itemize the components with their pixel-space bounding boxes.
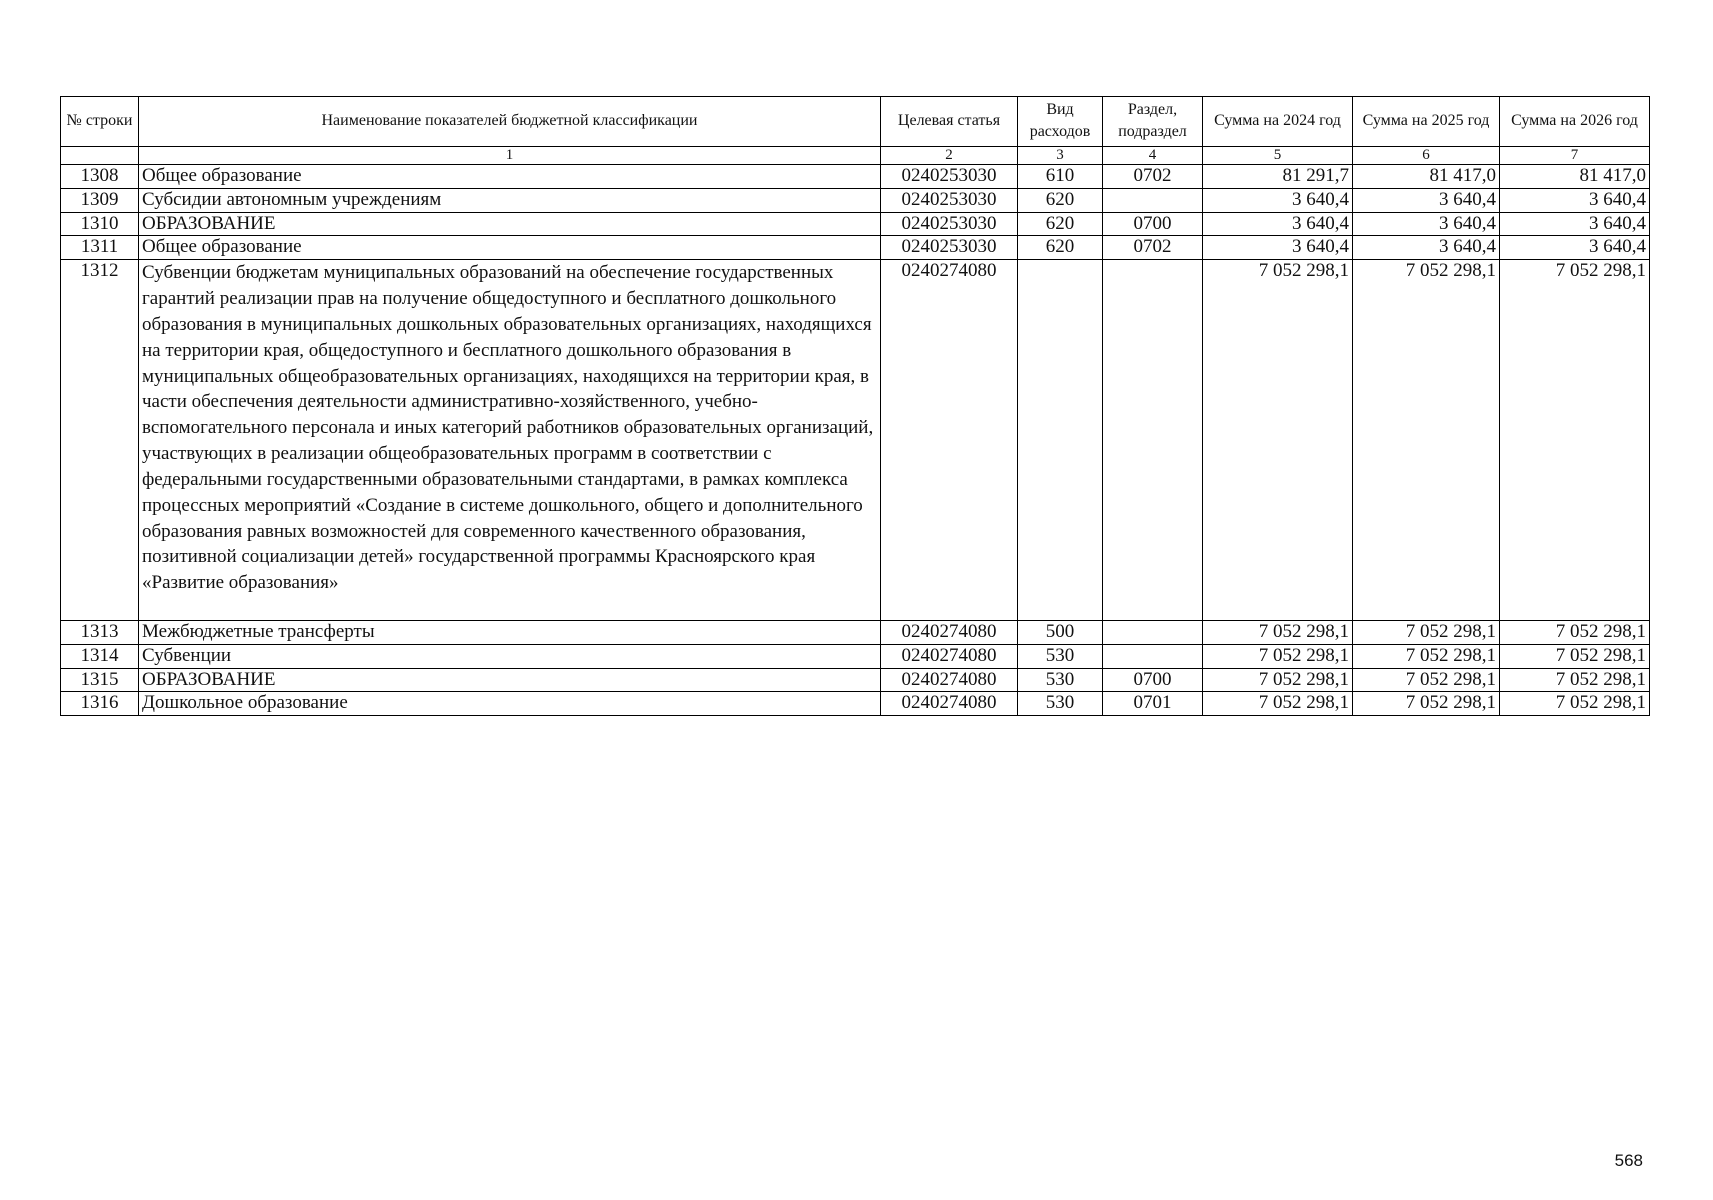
- sum-2026: 81 417,0: [1500, 165, 1650, 189]
- indicator-name: Межбюджетные трансферты: [139, 620, 881, 644]
- sum-2026: 3 640,4: [1500, 236, 1650, 260]
- column-number-blank: [61, 146, 139, 164]
- expense-type: 530: [1018, 668, 1103, 692]
- indicator-name: ОБРАЗОВАНИЕ: [139, 212, 881, 236]
- budget-table: [60, 96, 1650, 716]
- column-number: 3: [1018, 146, 1103, 164]
- column-number: 5: [1203, 146, 1353, 164]
- header-sum-2026: Сумма на 2026 год: [1500, 97, 1650, 147]
- column-number: 2: [881, 146, 1018, 164]
- sum-2024: 7 052 298,1: [1203, 668, 1353, 692]
- column-number: 4: [1103, 146, 1203, 164]
- table-row: [61, 620, 1650, 644]
- header-sum-2024: Сумма на 2024 год: [1203, 97, 1353, 147]
- row-number: 1313: [61, 620, 139, 644]
- row-number: 1316: [61, 692, 139, 716]
- table-row: [61, 188, 1650, 212]
- section-code: [1103, 644, 1203, 668]
- section-code: 0701: [1103, 692, 1203, 716]
- expense-type: 620: [1018, 236, 1103, 260]
- table-row: [61, 165, 1650, 189]
- row-number: 1310: [61, 212, 139, 236]
- sum-2026: 7 052 298,1: [1500, 668, 1650, 692]
- sum-2025: 7 052 298,1: [1353, 692, 1500, 716]
- column-number: 6: [1353, 146, 1500, 164]
- column-number: 7: [1500, 146, 1650, 164]
- section-code: [1103, 620, 1203, 644]
- target-article: 0240274080: [881, 620, 1018, 644]
- sum-2024: 81 291,7: [1203, 165, 1353, 189]
- row-number: 1312: [61, 260, 139, 621]
- sum-2024: 3 640,4: [1203, 188, 1353, 212]
- section-code: 0702: [1103, 165, 1203, 189]
- section-code: 0700: [1103, 668, 1203, 692]
- page-number: 568: [1614, 1151, 1643, 1170]
- header-indicator-name: Наименование показателей бюджетной классификации: [139, 97, 881, 147]
- expense-type: 620: [1018, 188, 1103, 212]
- expense-type: [1018, 260, 1103, 621]
- header-row-number: № строки: [61, 97, 139, 147]
- target-article: 0240274080: [881, 260, 1018, 621]
- table-row: [61, 212, 1650, 236]
- sum-2026: 7 052 298,1: [1500, 620, 1650, 644]
- sum-2025: 3 640,4: [1353, 212, 1500, 236]
- sum-2024: 7 052 298,1: [1203, 260, 1353, 621]
- target-article: 0240253030: [881, 165, 1018, 189]
- header-section: Раздел, подраздел: [1103, 97, 1203, 147]
- sum-2025: 7 052 298,1: [1353, 620, 1500, 644]
- sum-2026: 7 052 298,1: [1500, 692, 1650, 716]
- sum-2025: 7 052 298,1: [1353, 260, 1500, 621]
- sum-2025: 3 640,4: [1353, 236, 1500, 260]
- expense-type: 530: [1018, 644, 1103, 668]
- section-code: [1103, 188, 1203, 212]
- sum-2024: 3 640,4: [1203, 212, 1353, 236]
- sum-2026: 3 640,4: [1500, 188, 1650, 212]
- table-row: [61, 644, 1650, 668]
- sum-2025: 3 640,4: [1353, 188, 1500, 212]
- indicator-name: Субсидии автономным учреждениям: [139, 188, 881, 212]
- sum-2024: 7 052 298,1: [1203, 620, 1353, 644]
- sum-2025: 7 052 298,1: [1353, 644, 1500, 668]
- indicator-name: Дошкольное образование: [139, 692, 881, 716]
- expense-type: 610: [1018, 165, 1103, 189]
- table-row: [61, 668, 1650, 692]
- target-article: 0240274080: [881, 668, 1018, 692]
- table-row: [61, 260, 1650, 621]
- table-header-row: [61, 97, 1650, 147]
- row-number: 1315: [61, 668, 139, 692]
- sum-2026: 3 640,4: [1500, 212, 1650, 236]
- header-expense-type: Вид расходов: [1018, 97, 1103, 147]
- expense-type: 500: [1018, 620, 1103, 644]
- header-target-article: Целевая статья: [881, 97, 1018, 147]
- row-number: 1309: [61, 188, 139, 212]
- section-code: [1103, 260, 1203, 621]
- section-code: 0702: [1103, 236, 1203, 260]
- sum-2025: 7 052 298,1: [1353, 668, 1500, 692]
- header-sum-2025: Сумма на 2025 год: [1353, 97, 1500, 147]
- target-article: 0240253030: [881, 236, 1018, 260]
- sum-2024: 7 052 298,1: [1203, 644, 1353, 668]
- sum-2025: 81 417,0: [1353, 165, 1500, 189]
- sum-2026: 7 052 298,1: [1500, 644, 1650, 668]
- column-number-row: [61, 146, 1650, 164]
- indicator-name: Общее образование: [139, 165, 881, 189]
- sum-2026: 7 052 298,1: [1500, 260, 1650, 621]
- target-article: 0240253030: [881, 188, 1018, 212]
- indicator-name: Общее образование: [139, 236, 881, 260]
- indicator-name: ОБРАЗОВАНИЕ: [139, 668, 881, 692]
- section-code: 0700: [1103, 212, 1203, 236]
- expense-type: 620: [1018, 212, 1103, 236]
- target-article: 0240274080: [881, 692, 1018, 716]
- sum-2024: 7 052 298,1: [1203, 692, 1353, 716]
- column-number: 1: [139, 146, 881, 164]
- target-article: 0240274080: [881, 644, 1018, 668]
- row-number: 1311: [61, 236, 139, 260]
- row-number: 1314: [61, 644, 139, 668]
- indicator-name: Субвенции бюджетам муниципальных образований на обеспечение государственных гарантий реализации прав на получение общедоступного и бесплатного дошкольного образования в муниципальных дошкольных образовательных организациях, находящихся на территории края, общедоступного и бесплатного дошкольного образования в муниципальных общеобразовательных организациях, находящихся на территории края, в части обеспечения деятельности административно-хозяйственного, учебно-вспомогательного персонала и иных категорий работников образовательных организаций, участвующих в реализации общеобразовательных программ в соответствии с федеральными государственными образовательными стандартами, в рамках комплекса процессных мероприятий «Создание в системе дошкольного, общего и дополнительного образования равных возможностей для современного качественного образования, позитивной социализации детей» государственной программы Красноярского края «Развитие образования»: [139, 260, 881, 621]
- expense-type: 530: [1018, 692, 1103, 716]
- target-article: 0240253030: [881, 212, 1018, 236]
- sum-2024: 3 640,4: [1203, 236, 1353, 260]
- table-row: [61, 236, 1650, 260]
- indicator-name: Субвенции: [139, 644, 881, 668]
- table-row: [61, 692, 1650, 716]
- row-number: 1308: [61, 165, 139, 189]
